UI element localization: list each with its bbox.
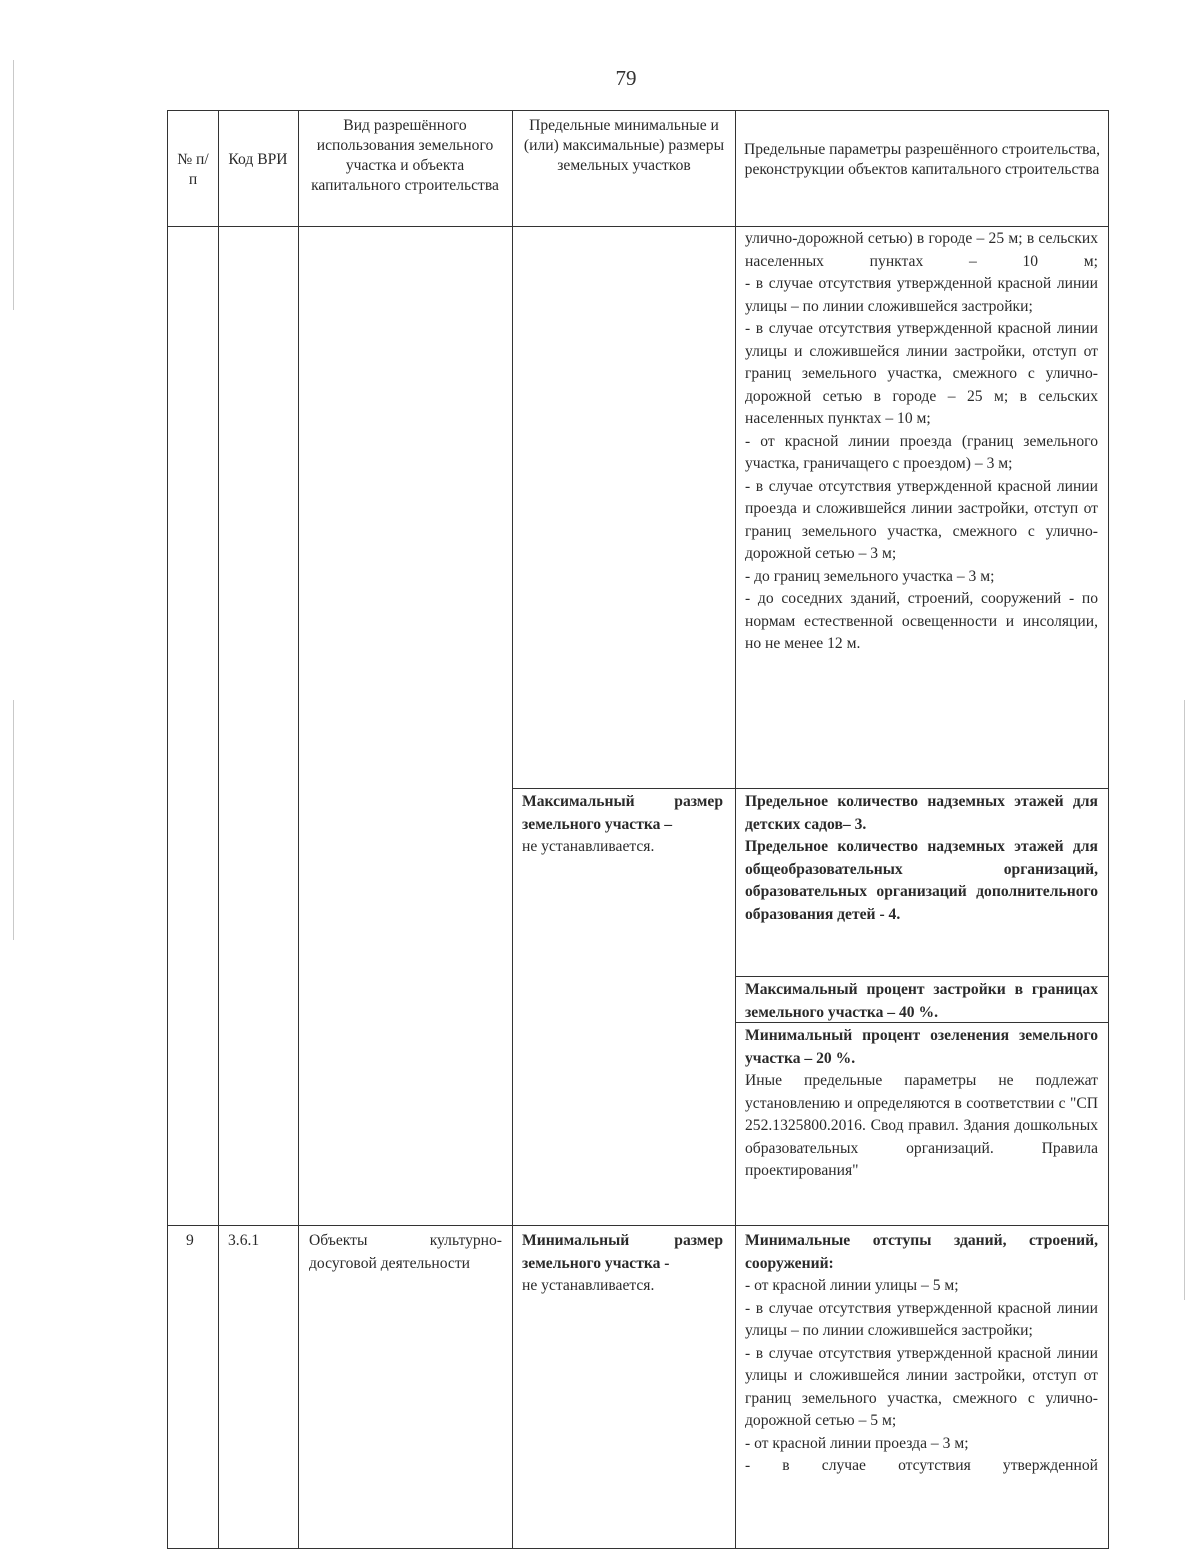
setback-item: - в случае отсутствия утвержденной красной линии улицы и сложившейся линии застройки, отступ от границ земельного участка, смежного с улично-дорожной сетью – 5 м; xyxy=(745,1344,1098,1429)
header-code: Код ВРИ xyxy=(228,151,288,168)
row-divider xyxy=(735,976,1109,977)
page-number: 79 xyxy=(615,66,637,90)
row-divider xyxy=(512,788,1109,789)
header-kind: Вид разрешённого использования земельного участка и объекта капитального строительства xyxy=(311,117,499,194)
setback-item: - от красной линии улицы – 5 м; xyxy=(745,1277,959,1294)
setback-item: - в случае отсутствия утвержденной красной линии проезда и сложившейся линии застройки, отступ от границ земельного участка, смежного с улично-дорожной сетью – 3 м; xyxy=(745,477,1098,562)
row9-setbacks xyxy=(745,1230,1098,1478)
row9-num: 9 xyxy=(186,1232,194,1249)
setback-item: - в случае отсутствия утвержденной красной линии улицы – по линии сложившейся застройки; xyxy=(745,1299,1098,1339)
max-coverage-text: Максимальный процент застройки в границах земельного участка – 40 %. xyxy=(745,981,1098,1021)
table-border-right xyxy=(1108,110,1109,1549)
table-border-left xyxy=(167,110,168,1549)
row9-kind xyxy=(309,1230,502,1275)
setback-item: - в случае отсутствия утвержденной xyxy=(745,1457,1098,1474)
column-divider xyxy=(735,110,736,1549)
row8-max-coverage xyxy=(745,979,1098,1024)
min-green-text: Минимальный процент озеленения земельного участка – 20 %. xyxy=(745,1027,1098,1067)
scan-edge-mark xyxy=(13,60,14,310)
row8-setbacks xyxy=(745,228,1098,656)
floors-item: Предельное количество надземных этажей для общеобразовательных организаций, образовательных организаций дополнительного образования детей - 4. xyxy=(745,838,1098,923)
setback-item: - от красной линии проезда (границ земельного участка, граничащего с проездом) – 3 м; xyxy=(745,432,1098,472)
max-size-label: Максимальный размер земельного участка – xyxy=(522,793,723,833)
setback-item: - до границ земельного участка – 3 м; xyxy=(745,567,995,585)
scan-edge-mark xyxy=(13,700,14,940)
max-size-value: не устанавливается. xyxy=(522,838,655,855)
table-border-top xyxy=(167,110,1109,111)
row-divider xyxy=(167,1225,1109,1226)
floors-item: Предельное количество надземных этажей для детских садов– 3. xyxy=(745,793,1098,833)
setback-item: - от красной линии проезда – 3 м; xyxy=(745,1434,969,1452)
setbacks-title: Минимальные отступы зданий, строений, сооружений: xyxy=(745,1232,1098,1272)
setback-item: - в случае отсутствия утвержденной красной линии улицы – по линии сложившейся застройки; xyxy=(745,275,1098,315)
setback-item: - до соседних зданий, строений, сооружений - по нормам естественной освещенности и инсоляции, но не менее 12 м. xyxy=(745,590,1098,652)
row9-code: 3.6.1 xyxy=(228,1232,260,1249)
min-size-label: Минимальный размер земельного участка - xyxy=(522,1232,723,1272)
row8-floors xyxy=(745,791,1098,926)
setback-item: улично-дорожной сетью) в городе – 25 м; в сельских населенных пунктах – 10 м; xyxy=(745,230,1098,270)
min-size-value: не устанавливается. xyxy=(522,1277,655,1294)
row9-min-size xyxy=(522,1230,723,1298)
other-params-text: Иные предельные параметры не подлежат установлению и определяются в соответствии с "СП 252.1325800.2016. Свод правил. Здания дошкольных образовательных организаций. Правила проектирования" xyxy=(745,1072,1098,1179)
header-num: № п/п xyxy=(177,151,209,188)
header-params: Предельные параметры разрешённого строительства, реконструкции объектов капитального строительства xyxy=(743,141,1101,178)
column-divider xyxy=(218,110,219,1549)
header-sizes: Предельные минимальные и (или) максимальные) размеры земельных участков xyxy=(523,117,725,174)
row8-max-size xyxy=(522,791,723,859)
header-bottom-rule xyxy=(167,226,1109,227)
setback-item: - в случае отсутствия утвержденной красной линии улицы и сложившейся линии застройки, отступ от границ земельного участка, смежного с улично-дорожной сетью в городе – 25 м; в сельских населенных пунктах – 10 м; xyxy=(745,320,1098,427)
table-border-bottom xyxy=(167,1548,1109,1549)
column-divider xyxy=(298,110,299,1549)
column-divider xyxy=(512,110,513,1549)
scan-edge-mark xyxy=(1184,700,1185,1300)
row8-green-and-other xyxy=(745,1025,1098,1183)
row9-kind-text: Объекты культурно-досуговой деятельности xyxy=(309,1232,502,1272)
